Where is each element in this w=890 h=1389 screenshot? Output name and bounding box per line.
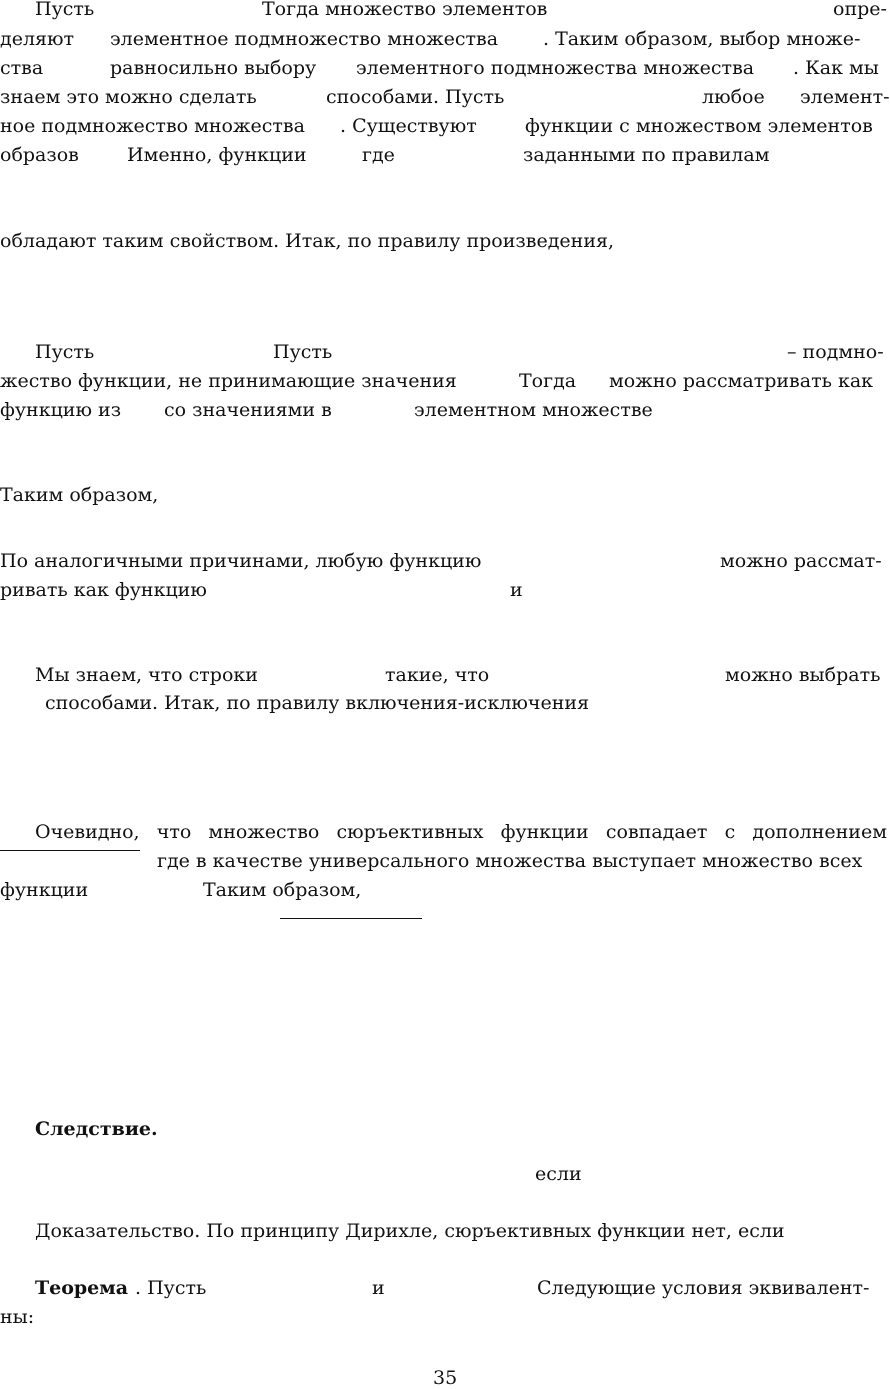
text-line: опре- [833, 0, 887, 20]
text-line: знаем это можно сделать [0, 86, 257, 108]
text-line: Тогда множество элементов [262, 0, 548, 20]
text-line: такие, что [385, 664, 490, 686]
text-line: способами. Пусть [326, 86, 505, 108]
text-line: . Таким образом, выбор множе- [543, 28, 861, 50]
text-line: образов [0, 144, 79, 166]
text-line: заданными по правилам [523, 144, 770, 166]
text-line: равносильно выбору [110, 57, 317, 79]
page-number: 35 [433, 1367, 458, 1389]
text-line: Пусть [273, 341, 333, 363]
text-line: Очевидно, что множество сюръективных функции совпадает с дополнением [35, 821, 887, 843]
text-line: ное подмножество множества [0, 115, 305, 137]
text-line: функции [0, 879, 89, 901]
text-line: элемент- [800, 86, 890, 108]
proof-line: Доказательство. По принципу Дирихле, сюръективных функции нет, если [35, 1220, 785, 1242]
text-line: элементного подмножества множества [356, 57, 755, 79]
text-line: Пусть [35, 0, 95, 20]
text-line: и [510, 579, 523, 601]
text-line: Следующие условия эквивалент- [537, 1277, 870, 1299]
text-line: элементное подмножество множества [110, 28, 499, 50]
text-line: . Пусть [135, 1277, 207, 1299]
text-line: Пусть [35, 341, 95, 363]
text-line: По аналогичными причинами, любую функцию [0, 550, 482, 572]
text-line: где в качестве универсального множества выступает множество всех [157, 850, 863, 872]
text-line: обладают таким свойством. Итак, по правилу произведения, [0, 230, 615, 252]
text-line: если [535, 1163, 582, 1185]
text-line: – подмно- [787, 341, 884, 363]
text-line: Тогда [519, 370, 577, 392]
theorem-label: Теорема [35, 1277, 129, 1299]
text-line: элементном множестве [414, 399, 653, 421]
overline-rule [280, 918, 422, 919]
text-line: ривать как функцию [0, 579, 207, 601]
text-line: где [362, 144, 395, 166]
text-line: способами. Итак, по правилу включения-исключения [45, 692, 590, 714]
overline-rule [0, 850, 140, 851]
text-line: можно выбрать [725, 664, 881, 686]
text-line: Таким образом, [203, 879, 362, 901]
text-line: деляют [0, 28, 75, 50]
text-line: функцию из [0, 399, 122, 421]
text-line: и [372, 1277, 385, 1299]
text-line: Мы знаем, что строки [35, 664, 258, 686]
text-line: со значениями в [164, 399, 332, 421]
text-line: ства [0, 57, 44, 79]
text-line: Таким образом, [0, 484, 159, 506]
text-line: Именно, функции [127, 144, 307, 166]
text-line: жество функции, не принимающие значения [0, 370, 457, 392]
text-line: любое [702, 86, 765, 108]
text-line: ны: [0, 1306, 35, 1328]
text-line: можно рассматривать как [609, 370, 874, 392]
text-line: . Как мы [793, 57, 879, 79]
text-line: можно рассмат- [720, 550, 882, 572]
corollary-heading: Следствие. [35, 1118, 158, 1140]
text-line: функции с множеством элементов [525, 115, 873, 137]
text-line: . Существуют [340, 115, 477, 137]
